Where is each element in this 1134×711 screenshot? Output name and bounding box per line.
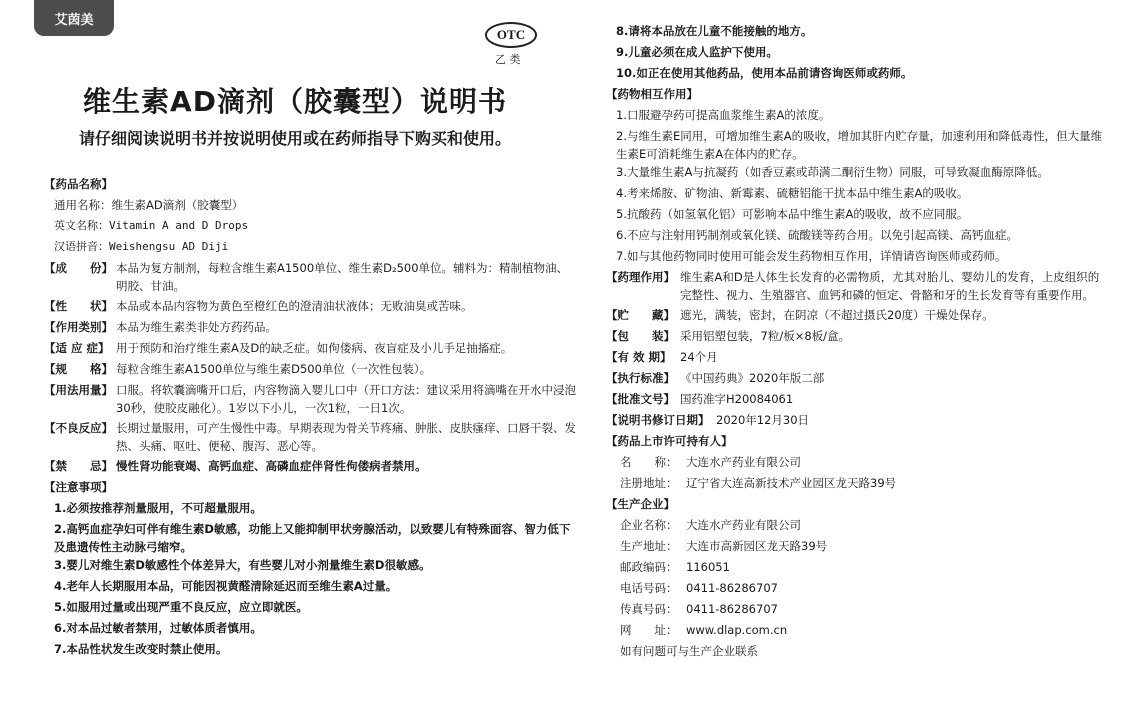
interaction-item: 3.大量维生素A与抗凝药（如香豆素或茚满二酮衍生物）同服，可导致凝血酶原降低。 <box>616 165 1049 179</box>
note-item: 6.对本品过敏者禁用，过敏体质者慎用。 <box>54 621 262 635</box>
contra-label: 【禁 忌】 <box>44 459 113 473</box>
manufacturer-row <box>606 537 1106 558</box>
spec-text: 每粒含维生素A1500单位与维生素D500单位（一次性包装）。 <box>116 362 432 376</box>
section-character <box>44 297 579 318</box>
section-validity <box>606 348 1106 369</box>
indications-label: 【适 应 症】 <box>44 341 110 355</box>
manufacturer-key: 邮政编码： <box>620 560 678 574</box>
pharmacology-label: 【药理作用】 <box>606 270 675 284</box>
dosage-text: 口服。将软囊滴嘴开口后，内容物滴入婴儿口中（开口方法：建议采用将滴嘴在开水中浸泡30秒，使胶皮融化）。1岁以下小儿，一次1粒，一日1次。 <box>116 383 576 415</box>
section-package <box>606 327 1106 348</box>
note-item: 4.老年人长期服用本品，可能因视黄醛清除延迟而至维生素A过量。 <box>54 579 398 593</box>
right-column <box>606 22 1106 663</box>
holder-name-row <box>606 453 1106 474</box>
section-revision <box>606 411 1106 432</box>
brand-logo: 艾茵美 <box>34 0 114 36</box>
holder-address-value: 辽宁省大连高新技术产业园区龙天路39号 <box>686 476 897 490</box>
interaction-item: 4.考来烯胺、矿物油、新霉素、硫糖铝能干扰本品中维生素A的吸收。 <box>616 186 969 200</box>
generic-name: 通用名称：维生素AD滴剂（胶囊型） <box>54 198 244 212</box>
holder-name-key: 名 称： <box>620 455 678 469</box>
note-item: 3.婴儿对维生素D敏感性个体差异大，有些婴儿对小剂量维生素D很敏感。 <box>54 558 431 572</box>
holder-name-value: 大连水产药业有限公司 <box>686 455 801 469</box>
manufacturer-row <box>606 621 1106 642</box>
dosage-label: 【用法用量】 <box>44 383 113 397</box>
section-interactions-header: 【药物相互作用】 <box>606 87 698 101</box>
section-holder-header: 【药品上市许可持有人】 <box>606 434 733 448</box>
section-pharmacology <box>606 268 1106 304</box>
note-item: 5.如服用过量或出现严重不良反应，应立即就医。 <box>54 600 308 614</box>
note-item: 10.如正在使用其他药品，使用本品前请咨询医师或药师。 <box>616 66 913 80</box>
validity-text: 24个月 <box>680 350 718 364</box>
manufacturer-key: 电话号码： <box>620 581 678 595</box>
package-text: 采用铝塑包装，7粒/板×8板/盒。 <box>680 329 851 343</box>
adverse-text: 长期过量服用，可产生慢性中毒。早期表现为骨关节疼痛、肿胀、皮肤瘙痒、口唇干裂、发热、头痛、呕吐、便秘、腹泻、恶心等。 <box>116 421 576 453</box>
manufacturer-row <box>606 600 1106 621</box>
category-text: 本品为维生素类非处方药药品。 <box>116 320 277 334</box>
interaction-item: 6.不应与注射用钙制剂或氧化镁、硫酸镁等药合用。以免引起高镁、高钙血症。 <box>616 228 1018 242</box>
section-notes-header: 【注意事项】 <box>44 480 113 494</box>
pinyin-name: 汉语拼音：Weishengsu AD Diji <box>54 240 229 253</box>
document-subtitle: 请仔细阅读说明书并按说明使用或在药师指导下购买和使用。 <box>78 129 511 148</box>
section-drug-name-header: 【药品名称】 <box>44 177 113 191</box>
english-name: 英文名称：Vitamin A and D Drops <box>54 219 249 232</box>
storage-text: 遮光，满装，密封，在阴凉（不超过摄氏20度）干燥处保存。 <box>680 308 994 322</box>
manufacturer-value: 大连市高新园区龙天路39号 <box>686 539 828 553</box>
validity-label: 【有 效 期】 <box>606 350 672 364</box>
revision-text: 2020年12月30日 <box>716 413 810 427</box>
adverse-label: 【不良反应】 <box>44 421 113 435</box>
interaction-item: 1.口服避孕药可提高血浆维生素A的浓度。 <box>616 108 831 122</box>
note-item: 2.高钙血症孕妇可伴有维生素D敏感，功能上又能抑制甲状旁腺活动，以致婴儿有特殊面容、智力低下及患遗传性主动脉弓缩窄。 <box>54 522 571 554</box>
note-item: 8.请将本品放在儿童不能接触的地方。 <box>616 24 813 38</box>
composition-text: 本品为复方制剂，每粒含维生素A1500单位、维生素D₂500单位。辅料为：精制植物油、明胶、甘油。 <box>116 261 569 293</box>
interaction-item: 7.如与其他药物同时使用可能会发生药物相互作用，详情请咨询医师或药师。 <box>616 249 1007 263</box>
section-category <box>44 318 579 339</box>
manufacturer-key: 网 址： <box>620 623 678 637</box>
manufacturer-row <box>606 516 1106 537</box>
contra-text: 慢性肾功能衰竭、高钙血症、高磷血症伴肾性佝偻病者禁用。 <box>116 459 427 473</box>
manufacturer-key: 企业名称： <box>620 518 678 532</box>
holder-address-key: 注册地址： <box>620 476 678 490</box>
manufacturer-value: 0411-86286707 <box>686 581 778 595</box>
manufacturer-value: 0411-86286707 <box>686 602 778 616</box>
note-item: 1.必须按推荐剂量服用，不可超量服用。 <box>54 501 262 515</box>
section-storage <box>606 306 1106 327</box>
character-text: 本品或本品内容物为黄色至橙红色的澄清油状液体；无败油臭或苦味。 <box>116 299 473 313</box>
footer-note: 如有问题可与生产企业联系 <box>620 644 758 658</box>
indications-text: 用于预防和治疗维生素A及D的缺乏症。如佝偻病、夜盲症及小儿手足抽搐症。 <box>116 341 513 355</box>
composition-label: 【成 份】 <box>44 261 113 275</box>
category-label: 【作用类别】 <box>44 320 113 334</box>
interaction-item: 5.抗酸药（如氢氧化铝）可影响本品中维生素A的吸收，故不应同服。 <box>616 207 969 221</box>
storage-label: 【贮 藏】 <box>606 308 675 322</box>
section-manufacturer-header: 【生产企业】 <box>606 497 675 511</box>
approval-text: 国药准字H20084061 <box>680 392 794 406</box>
section-dosage <box>44 381 579 417</box>
section-composition <box>44 259 579 295</box>
package-label: 【包 装】 <box>606 329 675 343</box>
section-standard <box>606 369 1106 390</box>
holder-address-row <box>606 474 1106 495</box>
character-label: 【性 状】 <box>44 299 113 313</box>
section-approval <box>606 390 1106 411</box>
standard-label: 【执行标准】 <box>606 371 675 385</box>
spec-label: 【规 格】 <box>44 362 113 376</box>
section-indications <box>44 339 579 360</box>
manufacturer-value: 大连水产药业有限公司 <box>686 518 801 532</box>
manufacturer-row <box>606 558 1106 579</box>
manufacturer-row <box>606 579 1106 600</box>
manufacturer-key: 生产地址： <box>620 539 678 553</box>
left-column <box>44 175 579 661</box>
note-item: 7.本品性状发生改变时禁止使用。 <box>54 642 228 656</box>
section-adverse <box>44 419 579 455</box>
document-title: 维生素AD滴剂（胶囊型）说明书 <box>83 85 507 118</box>
section-contraindications <box>44 457 579 478</box>
manufacturer-value: 116051 <box>686 560 730 574</box>
revision-label: 【说明书修订日期】 <box>606 413 710 427</box>
standard-text: 《中国药典》2020年版二部 <box>680 371 825 385</box>
note-item: 9.儿童必须在成人监护下使用。 <box>616 45 778 59</box>
manufacturer-value: www.dlap.com.cn <box>686 623 788 637</box>
section-spec <box>44 360 579 381</box>
manufacturer-key: 传真号码： <box>620 602 678 616</box>
otc-category: 乙 类 <box>495 53 521 66</box>
interaction-item: 2.与维生素E同用，可增加维生素A的吸收，增加其肝内贮存量，加速利用和降低毒性，但大量维生素E可消耗维生素A在体内的贮存。 <box>616 129 1103 161</box>
approval-label: 【批准文号】 <box>606 392 675 406</box>
otc-badge: OTC <box>485 22 537 48</box>
pharmacology-text: 维生素A和D是人体生长发育的必需物质，尤其对胎儿、婴幼儿的发育，上皮组织的完整性、视力、生殖器官、血钙和磷的恒定、骨骼和牙的生长发育等有重要作用。 <box>680 270 1100 302</box>
